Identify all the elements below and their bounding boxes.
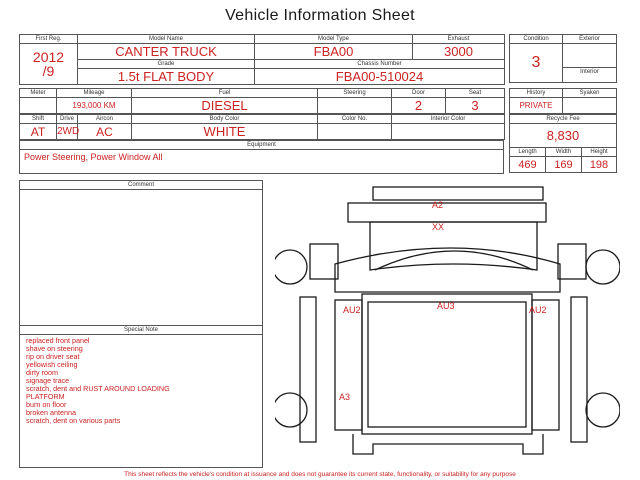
left-gate-outline (335, 300, 362, 430)
special-note-item: burn on floor (26, 400, 67, 409)
truck-outline (275, 187, 620, 454)
left-side-panel-outline (300, 297, 316, 442)
length-label: Length (510, 148, 546, 157)
condition-label: Condition (510, 35, 563, 44)
first-reg-month: /9 (42, 63, 55, 79)
steering-value (318, 98, 392, 114)
syaken-label: Syaken (563, 89, 617, 98)
vehicle-spec-table (19, 88, 505, 114)
rear-left-wheel-outline (275, 393, 307, 427)
mark-au2-right: AU2 (529, 305, 547, 315)
history-table (509, 88, 617, 114)
truck-damage-diagram (275, 182, 620, 467)
color-no-value (318, 124, 392, 140)
color-no-label: Color No. (318, 115, 392, 124)
history-label: History (510, 89, 563, 98)
equipment-box (19, 140, 504, 174)
cab-roof-outline (370, 222, 537, 270)
comment-label: Comment (20, 181, 262, 190)
special-note-item: scratch, dent on various parts (26, 416, 121, 425)
grade-value: 1.5t FLAT BODY (78, 69, 255, 85)
model-type-label: Model Type (255, 35, 413, 44)
front-left-wheel-outline (275, 250, 307, 284)
recycle-fee-label: Recycle Fee (510, 115, 617, 124)
syaken-value (563, 98, 617, 114)
rear-bumper-outline (353, 434, 543, 454)
meter-label: Meter (20, 89, 57, 98)
special-note-item: replaced front panel (26, 336, 90, 345)
mark-xx: XX (432, 222, 445, 232)
right-side-panel-outline (571, 297, 587, 442)
mark-a2-top: A2 (432, 200, 444, 210)
recycle-fee-value: 8,830 (510, 124, 617, 148)
length-value: 469 (510, 157, 546, 173)
chassis-label: Chassis Number (255, 60, 505, 69)
seat-value: 3 (446, 98, 505, 114)
vehicle-id-table (19, 34, 505, 85)
exhaust-value: 3000 (413, 44, 505, 60)
special-note-item: PLATFORM (26, 392, 65, 401)
exterior-value (563, 44, 617, 68)
left-mirror-outline (310, 244, 338, 279)
special-note-item: signage trace (26, 376, 70, 385)
cargo-floor-outline (368, 302, 526, 427)
exterior-label: Exterior (563, 35, 617, 44)
model-name-value: CANTER TRUCK (78, 44, 255, 60)
condition-value: 3 (510, 44, 563, 83)
aircon-value: AC (78, 124, 132, 140)
door-value: 2 (392, 98, 446, 114)
first-reg-label: First Reg. (20, 35, 78, 44)
fuel-value: DIESEL (132, 98, 318, 114)
special-note-item: shave on steering (26, 344, 83, 353)
height-label: Height (582, 148, 617, 157)
disclaimer-footer: This sheet reflects the vehicle's condition at issuance and does not guarantee its current state, functionality, or suitability for any purpose (124, 471, 516, 478)
recycle-dimensions-table (509, 114, 617, 173)
mark-au3: AU3 (437, 301, 455, 311)
exhaust-label: Exhaust (413, 35, 505, 44)
door-label: Door (392, 89, 446, 98)
grade-label: Grade (78, 60, 255, 69)
front-right-wheel-outline (586, 250, 620, 284)
comment-box (19, 180, 263, 326)
special-note-list (20, 335, 262, 427)
interior-label: Interior (563, 67, 617, 82)
width-label: Width (546, 148, 582, 157)
model-type-value: FBA00 (255, 44, 413, 60)
right-gate-outline (532, 300, 559, 430)
height-value: 198 (582, 157, 617, 173)
front-panel-outline (348, 203, 546, 222)
cargo-bed-outline (362, 294, 532, 434)
width-value: 169 (546, 157, 582, 173)
model-name-label: Model Name (78, 35, 255, 44)
special-note-box (19, 326, 263, 468)
rear-right-wheel-outline (586, 393, 620, 427)
meter-value (20, 98, 57, 114)
first-reg-value (20, 44, 78, 85)
first-reg-year: 2012 (32, 49, 65, 65)
mark-au2-left: AU2 (343, 305, 361, 315)
history-value: PRIVATE (510, 98, 563, 114)
special-note-item: yellowish ceiling (26, 360, 78, 369)
aircon-label: Aircon (78, 115, 132, 124)
special-note-item: broken antenna (26, 408, 76, 417)
shift-label: Shift (20, 115, 57, 124)
interior-color-value (392, 124, 505, 140)
steering-label: Steering (318, 89, 392, 98)
shift-value: AT (20, 124, 57, 140)
drivetrain-table (19, 114, 505, 140)
fuel-label: Fuel (132, 89, 318, 98)
chassis-value: FBA00-510024 (255, 69, 505, 85)
special-note-item: rip on driver seat (26, 352, 80, 361)
seat-label: Seat (446, 89, 505, 98)
special-note-item: scratch, dent and RUST AROUND LOADING (26, 384, 170, 393)
front-bumper-outline (373, 187, 543, 200)
special-note-item: dirty room (26, 368, 58, 377)
body-color-label: Body Color (132, 115, 318, 124)
page-title: Vehicle Information Sheet (225, 7, 415, 24)
mark-a3: A3 (339, 392, 351, 402)
body-color-value: WHITE (132, 124, 318, 140)
special-note-label: Special Note (20, 326, 262, 335)
cab-body-outline (335, 248, 560, 292)
drive-label: Drive (57, 115, 78, 124)
interior-color-label: Interior Color (392, 115, 505, 124)
right-mirror-outline (558, 244, 586, 279)
equipment-label: Equipment (20, 141, 503, 150)
condition-table (509, 34, 617, 83)
drive-value: 2WD (57, 124, 78, 140)
equipment-value: Power Steering, Power Window All (24, 152, 163, 162)
mileage-value: 193,000 KM (57, 98, 132, 114)
mileage-label: Mileage (57, 89, 132, 98)
